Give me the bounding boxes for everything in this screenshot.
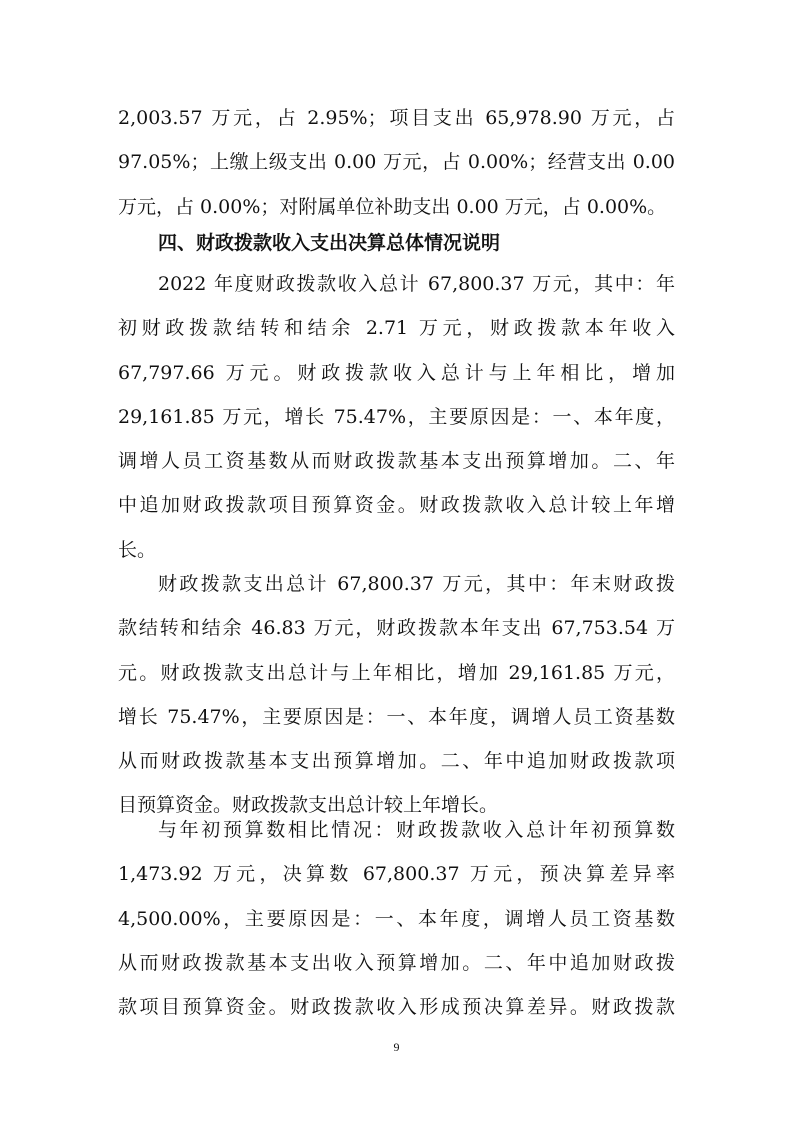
text-line: 调增人员工资基数从而财政拨款基本支出预算增加。二、年 [118,450,675,473]
text-line: 初财政拨款结转和结余 2.71 万元，财政拨款本年收入 [118,317,675,340]
text-line: 增长 75.47%，主要原因是：一、本年度，调增人员工资基数 [118,705,675,728]
text-line: 款结转和结余 46.83 万元，财政拨款本年支出 67,753.54 万 [118,617,675,640]
paragraph-income [118,262,675,572]
paragraph-expenditure [118,562,675,828]
text-line: 97.05%；上缴上级支出 0.00 万元，占 0.00%；经营支出 0.00 [118,151,675,174]
page-number: 9 [393,1040,400,1054]
section-heading: 四、财政拨款收入支出决算总体情况说明 [158,232,501,254]
paragraph-budget-comparison [118,808,675,1029]
text-line: 29,161.85 万元，增长 75.47%，主要原因是：一、本年度， [118,405,675,428]
text-line: 长。 [118,538,157,561]
text-line: 4,500.00%，主要原因是：一、本年度，调增人员工资基数 [118,907,675,930]
text-line: 款项目预算资金。财政拨款收入形成预决算差异。财政拨款 [118,996,675,1019]
text-line: 从而财政拨款基本支出预算增加。二、年中追加财政拨款项 [118,750,675,773]
text-line: 中追加财政拨款项目预算资金。财政拨款收入总计较上年增 [118,494,675,517]
text-line: 目预算资金。财政拨款支出总计较上年增长。 [118,794,499,817]
text-line: 2,003.57 万元，占 2.95%；项目支出 65,978.90 万元，占 [118,107,675,129]
text-line: 与年初预算数相比情况：财政拨款收入总计年初预算数 [158,819,675,841]
intro-paragraph [118,96,675,229]
text-line: 67,797.66 万元。财政拨款收入总计与上年相比，增加 [118,361,675,384]
text-line: 万元，占 0.00%；对附属单位补助支出 0.00 万元，占 0.00%。 [118,195,667,218]
text-line: 2022 年度财政拨款收入总计 67,800.37 万元，其中：年 [158,273,675,295]
text-line: 财政拨款支出总计 67,800.37 万元，其中：年末财政拨 [158,573,675,595]
text-line: 从而财政拨款基本支出收入预算增加。二、年中追加财政拨 [118,951,675,974]
text-line: 1,473.92 万元，决算数 67,800.37 万元，预决算差异率 [118,863,675,886]
text-line: 元。财政拨款支出总计与上年相比，增加 29,161.85 万元， [118,661,675,684]
